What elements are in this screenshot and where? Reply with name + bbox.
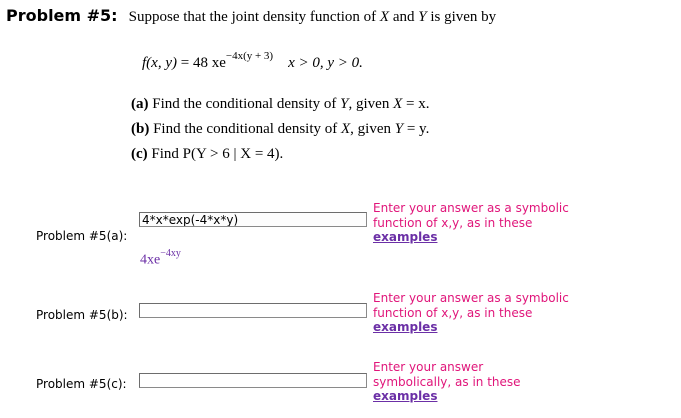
answer-b-label: Problem #5(b): [36,308,128,322]
intro-text-pre: Suppose that the joint density function of [128,9,380,25]
intro-var-x: X [379,9,390,25]
answer-c-hint-text: Enter your answer symbolically, as in these [373,360,521,389]
answer-b-hint [373,291,573,335]
answer-a-hint [373,201,573,245]
answer-b-hint-text: Enter your answer as a symbolic function of x,y, as in these [373,291,569,320]
problem-intro [129,9,497,25]
answer-a-input[interactable]: 4*x*exp(-4*x*y) [139,212,367,227]
answer-a-label: Problem #5(a): [36,229,128,243]
intro-var-y: Y [418,9,427,25]
answer-c-examples-link[interactable]: examples [373,389,438,403]
part-a-var1: Y [340,96,349,112]
part-b-text-mid: , given [350,121,395,137]
equation-domain: x > 0, y > 0. [288,55,363,71]
part-b-var1: X [341,121,351,137]
answer-a-hint-text: Enter your answer as a symbolic function of x,y, as in these [373,201,569,230]
part-a-text [131,96,429,113]
part-b-text [131,121,429,138]
preview-base: 4xe [140,252,161,268]
answer-a-examples-link[interactable]: examples [373,230,438,244]
part-c-text [131,146,283,163]
equation-exponent: −4x(y + 3) [225,50,274,62]
intro-text-post: is given by [426,9,497,25]
part-a-text-pre: Find the conditional density of [148,96,341,112]
density-equation [142,52,363,72]
part-b-text-post: = y. [403,121,430,137]
answer-c-hint [373,360,533,404]
equation-lhs: f(x, y) [142,55,177,71]
equation-rhs: = 48 xe [176,55,226,71]
part-a-var2: X [393,96,403,112]
preview-exponent: −4xy [160,248,181,259]
part-b-label: (b) [131,121,150,137]
part-b-var2: Y [394,121,404,137]
part-c-body: Find P(Y > 6 | X = 4). [147,146,284,162]
part-b-text-pre: Find the conditional density of [149,121,341,137]
answer-a-preview [140,250,181,269]
answer-b-examples-link[interactable]: examples [373,320,438,334]
answer-b-input[interactable] [139,303,367,318]
answer-c-label: Problem #5(c): [36,377,127,391]
problem-header [6,6,496,26]
intro-text-mid: and [389,9,419,25]
problem-heading: Problem #5: [6,6,118,25]
part-c-label: (c) [131,146,148,162]
part-a-label: (a) [131,96,149,112]
part-a-text-mid: , given [348,96,394,112]
part-a-text-post: = x. [402,96,430,112]
answer-c-input[interactable] [139,373,367,388]
